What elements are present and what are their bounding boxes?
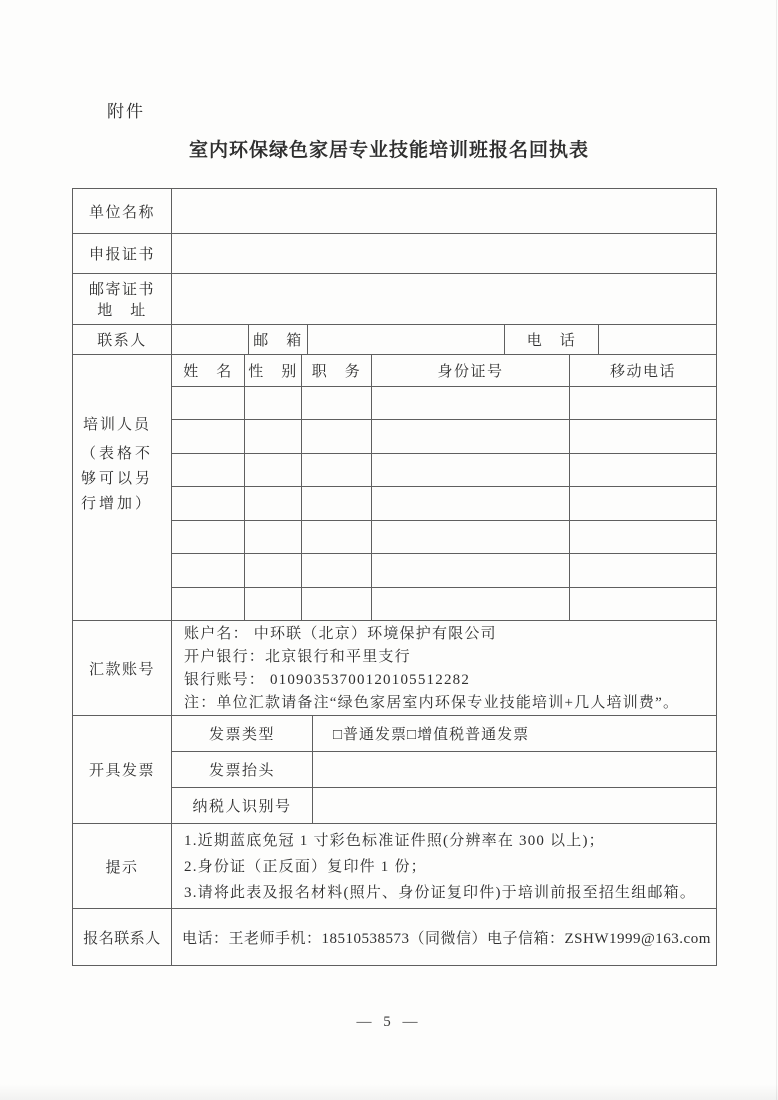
scan-edge-artifact xyxy=(776,0,777,1100)
tips-label: 提示 xyxy=(105,859,139,876)
remittance-account-name: 账户名： 中环联（北京）环境保护有限公司 xyxy=(184,625,497,642)
attachment-label: 附件 xyxy=(107,102,145,121)
trainee-row xyxy=(172,588,716,620)
remittance-label: 汇款账号 xyxy=(88,661,155,678)
scan-shadow-artifact xyxy=(0,1084,778,1100)
trainee-row xyxy=(172,521,716,554)
mailing-address-label xyxy=(73,274,171,324)
page-title: 室内环保绿色家居专业技能培训班报名回执表 xyxy=(188,140,589,161)
tip-photo: 1.近期蓝底免冠 1 寸彩色标准证件照(分辨率在 300 以上)； xyxy=(184,832,605,849)
mailing-address-label-line1: 邮寄证书 xyxy=(88,282,155,298)
trainees-col-id: 身份证号 xyxy=(371,355,569,386)
invoice-type-checkboxes: □普通发票□增值税普通发票 xyxy=(312,716,716,751)
trainees-label-line1: 培训人员 xyxy=(83,417,152,433)
unit-name-field xyxy=(171,189,716,233)
invoice-rows xyxy=(171,716,716,823)
page-number: — 5 — xyxy=(356,1014,422,1030)
registration-contact-info: 电话：王老师手机：18510538573（同微信）电子信箱：ZSHW1999@163.com xyxy=(171,909,716,965)
contact-label: 联系人 xyxy=(97,333,147,349)
trainees-col-mobile: 移动电话 xyxy=(569,355,716,386)
trainees-label xyxy=(73,355,171,620)
unit-name-row xyxy=(73,189,716,233)
invoice-type-label: 发票类型 xyxy=(208,727,275,743)
trainees-header-row xyxy=(172,355,716,387)
invoice-label: 开具发票 xyxy=(88,763,155,779)
tip-id-copy: 2.身份证（正反面）复印件 1 份； xyxy=(184,858,427,875)
registration-form-table xyxy=(72,188,717,966)
invoice-title-label: 发票抬头 xyxy=(208,763,275,779)
invoice-title-field xyxy=(312,752,716,787)
tip-submit: 3.请将此表及报名材料(照片、身份证复印件)于培训前报至招生组邮箱。 xyxy=(184,884,697,901)
trainees-col-job: 职 务 xyxy=(301,355,371,386)
trainee-row xyxy=(172,454,716,487)
mailing-address-label-line2: 地 址 xyxy=(97,303,147,319)
taxpayer-id-label: 纳税人识别号 xyxy=(192,799,292,815)
trainees-col-name: 姓 名 xyxy=(183,364,233,380)
phone-label: 电 话 xyxy=(504,325,598,354)
invoice-type-row xyxy=(172,716,716,751)
invoice-section xyxy=(73,715,716,823)
remittance-account-number: 银行账号： 01090353700120105512282 xyxy=(184,671,471,688)
email-label: 邮 箱 xyxy=(248,325,307,354)
email-field xyxy=(307,325,504,354)
contact-field xyxy=(171,325,248,354)
taxpayer-id-row xyxy=(172,787,716,823)
trainee-row xyxy=(172,487,716,520)
trainees-empty-rows xyxy=(172,387,716,620)
remittance-details xyxy=(171,621,716,715)
mailing-address-row xyxy=(73,273,716,324)
certificate-field xyxy=(171,234,716,273)
remittance-bank: 开户银行：北京银行和平里支行 xyxy=(184,648,411,665)
mailing-address-field xyxy=(171,274,716,324)
trainee-row xyxy=(172,387,716,420)
registration-contact-label: 报名联系人 xyxy=(83,930,161,947)
remittance-note: 注：单位汇款请备注“绿色家居室内环保专业技能培训+几人培训费”。 xyxy=(184,694,680,711)
trainee-row xyxy=(172,554,716,587)
invoice-title-row xyxy=(172,751,716,787)
trainees-grid xyxy=(171,355,716,620)
remittance-section xyxy=(73,620,716,715)
unit-name-label: 单位名称 xyxy=(88,204,155,221)
taxpayer-id-field xyxy=(312,788,716,823)
trainees-section xyxy=(73,354,716,620)
phone-field xyxy=(598,325,716,354)
contact-row xyxy=(73,324,716,354)
trainee-row xyxy=(172,420,716,453)
trainees-col-sex: 性 别 xyxy=(244,355,301,386)
certificate-label: 申报证书 xyxy=(88,247,155,263)
tips-details xyxy=(171,824,716,908)
trainees-label-line2: （表格不够可以另行增加） xyxy=(81,446,154,512)
registration-contact-row xyxy=(73,908,716,965)
certificate-row xyxy=(73,233,716,273)
tips-section xyxy=(73,823,716,908)
